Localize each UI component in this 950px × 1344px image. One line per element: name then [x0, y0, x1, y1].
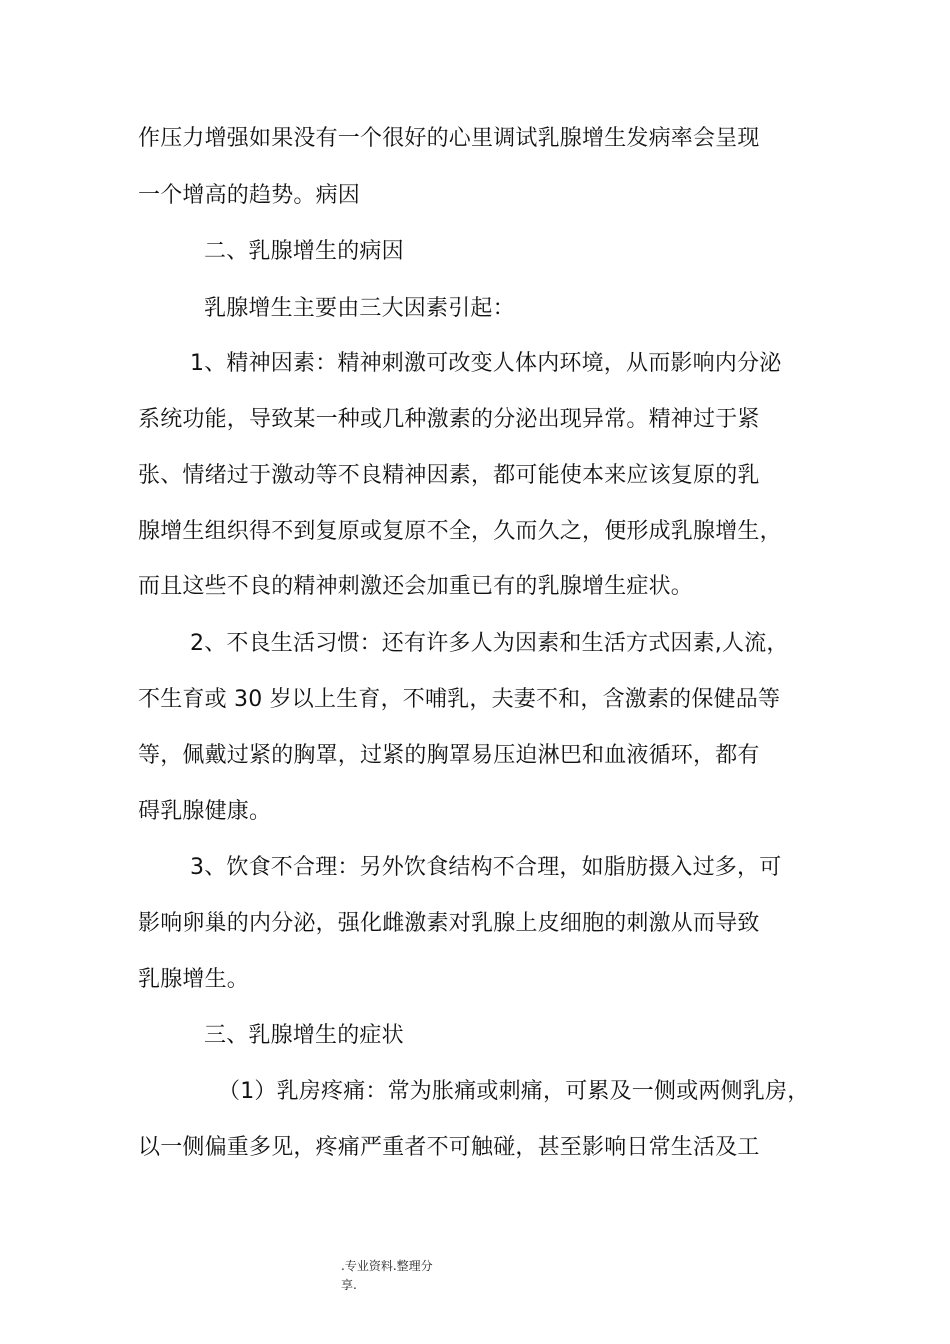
text-line: 乳腺增生主要由三大因素引起： [204, 296, 515, 321]
section-heading: 三、乳腺增生的症状 [204, 1023, 404, 1048]
text-line: 3、饮食不合理：另外饮食结构不合理，如脂肪摄入过多，可 [190, 855, 782, 880]
text-line: 作压力增强如果没有一个很好的心里调试乳腺增生发病率会呈现 [138, 126, 760, 151]
text-line: 2、不良生活习惯：还有许多人为因素和生活方式因素,人流， [190, 631, 789, 656]
text-line: 乳腺增生。 [138, 967, 250, 992]
text-line: 张、情绪过于激动等不良精神因素，都可能使本来应该复原的乳 [138, 463, 760, 488]
text-line: 不生育或 30 岁以上生育，不哺乳，夫妻不和，含激素的保健品等 [138, 687, 781, 712]
page-footer: 享. [341, 1278, 357, 1292]
text-line: 碍乳腺健康。 [138, 799, 272, 824]
text-line: 而且这些不良的精神刺激还会加重已有的乳腺增生症状。 [138, 574, 694, 599]
text-line: （1）乳房疼痛：常为胀痛或刺痛，可累及一侧或两侧乳房， [218, 1079, 810, 1104]
text-line: 一个增高的趋势。病因 [138, 183, 361, 208]
text-line: 以一侧偏重多见，疼痛严重者不可触碰，甚至影响日常生活及工 [138, 1135, 760, 1160]
text-line: 等，佩戴过紧的胸罩，过紧的胸罩易压迫淋巴和血液循环，都有 [138, 743, 760, 768]
section-heading: 二、乳腺增生的病因 [204, 239, 404, 264]
text-line: 影响卵巢的内分泌，强化雌激素对乳腺上皮细胞的刺激从而导致 [138, 911, 760, 936]
text-line: 系统功能，导致某一种或几种激素的分泌出现异常。精神过于紧 [138, 407, 760, 432]
text-line: 1、精神因素：精神刺激可改变人体内环境，从而影响内分泌 [190, 351, 782, 376]
page-footer: .专业资料.整理分 [341, 1259, 433, 1273]
text-line: 腺增生组织得不到复原或复原不全，久而久之，便形成乳腺增生， [138, 519, 782, 544]
